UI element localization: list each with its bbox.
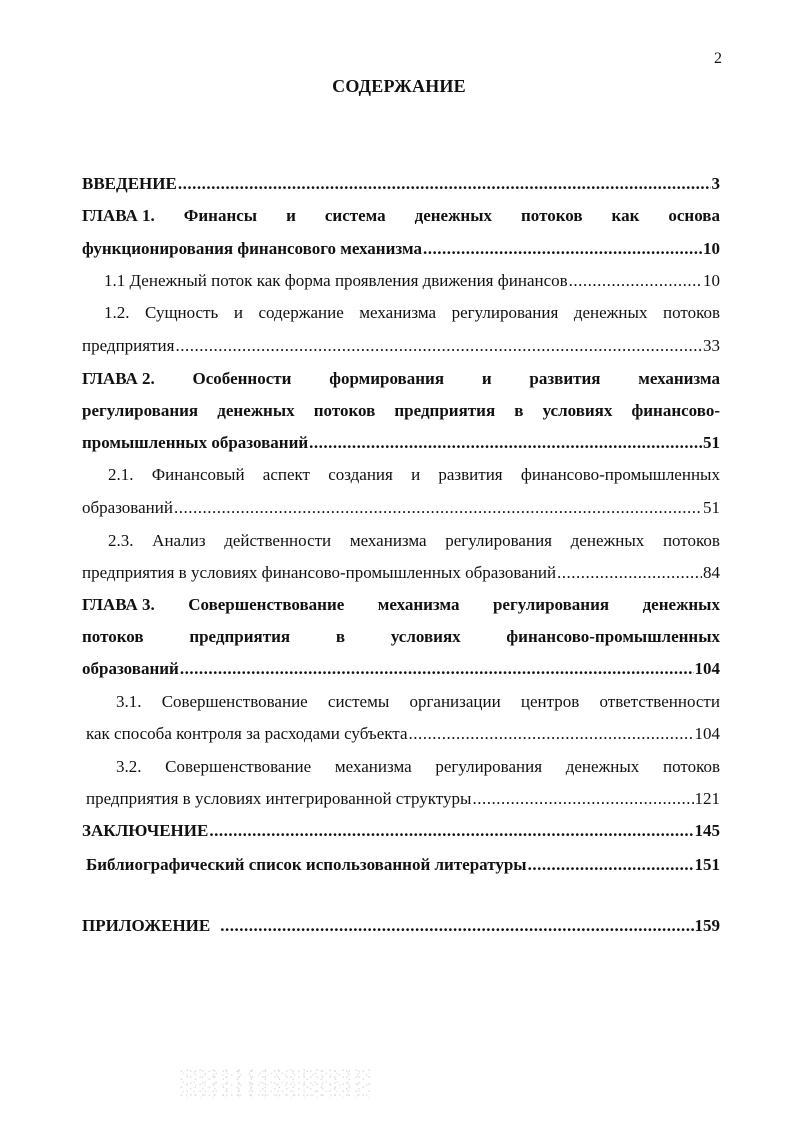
toc-chapter2-line2 xyxy=(82,399,720,423)
word: и xyxy=(286,206,296,225)
toc-chapter1-line2 xyxy=(82,237,720,261)
toc-entry-page: 104 xyxy=(694,659,720,678)
toc-section-2-3-line1 xyxy=(108,529,720,553)
word: ГЛАВА 1. xyxy=(82,206,155,225)
toc-section-2-1-line2 xyxy=(82,496,720,520)
toc-entry-page: 3 xyxy=(711,174,720,193)
dot-leader xyxy=(569,269,702,293)
word: регулирования xyxy=(445,531,552,550)
word: Особенности xyxy=(192,369,292,388)
word: предприятия xyxy=(189,627,291,646)
dot-leader xyxy=(557,561,702,585)
word: содержание xyxy=(258,303,344,322)
page-title: СОДЕРЖАНИЕ xyxy=(332,76,466,96)
toc-section-1-2-line2 xyxy=(82,334,720,358)
word: 3.1. xyxy=(116,692,142,711)
word: 3.2. xyxy=(116,757,142,776)
toc-entry-text: 1.1 Денежный поток как форма проявления движения финансов xyxy=(104,271,568,290)
word: ответственности xyxy=(599,692,720,711)
dot-leader xyxy=(178,172,711,196)
word: Финансовый xyxy=(151,465,245,484)
toc-entry-text: ПРИЛОЖЕНИЕ xyxy=(82,916,211,935)
dot-leader xyxy=(209,819,693,843)
dot-leader xyxy=(175,334,702,358)
toc-entry-text: Библиографический список использованной литературы xyxy=(86,855,527,874)
dot-leader xyxy=(220,914,693,938)
toc-entry-page: 10 xyxy=(703,239,720,258)
word: в xyxy=(335,627,346,646)
word: финансово-промышленных xyxy=(520,465,720,484)
word: регулирования xyxy=(435,757,543,776)
toc-entry-conclusion xyxy=(82,819,720,843)
word: и xyxy=(481,369,492,388)
word: денежных xyxy=(570,531,645,550)
word: регулирования xyxy=(492,595,610,614)
word: потоков xyxy=(662,531,720,550)
toc-section-1-1 xyxy=(104,269,720,293)
word: организации xyxy=(409,692,501,711)
toc-entry-text: предприятия xyxy=(82,336,175,355)
toc-entry-text: предприятия в условиях финансово-промышленных образований xyxy=(82,563,557,582)
toc-entry-page: 104 xyxy=(694,724,720,743)
word: потоков xyxy=(313,401,376,420)
scan-noise xyxy=(180,1068,370,1098)
toc-entry-page: 151 xyxy=(694,855,720,874)
word: условиях xyxy=(542,401,613,420)
word: механизма xyxy=(349,531,427,550)
dot-leader xyxy=(528,853,694,877)
toc-chapter3-line1 xyxy=(82,593,720,617)
toc-entry-page: 51 xyxy=(703,433,720,452)
toc-chapter3-line3 xyxy=(82,657,720,681)
toc-chapter2-line3 xyxy=(82,431,720,455)
word: 2.1. xyxy=(108,465,134,484)
word: формирования xyxy=(329,369,445,388)
toc-chapter2-line1 xyxy=(82,367,720,391)
toc-chapter3-line2 xyxy=(82,625,720,649)
toc-section-1-2-line1 xyxy=(104,301,720,325)
word: Совершенствование xyxy=(161,692,308,711)
word: потоков xyxy=(521,206,583,225)
word: Анализ xyxy=(152,531,206,550)
dot-leader xyxy=(309,431,702,455)
word: и xyxy=(411,465,421,484)
word: предприятия xyxy=(394,401,496,420)
word: денежных xyxy=(217,401,295,420)
toc-entry-text: как способа контроля за расходами субъекта xyxy=(86,724,408,743)
word: основа xyxy=(668,206,720,225)
toc-entry-text: образований xyxy=(82,498,173,517)
toc-entry-page: 145 xyxy=(694,821,720,840)
word: денежных xyxy=(642,595,720,614)
word: системы xyxy=(327,692,390,711)
word: регулирования xyxy=(82,401,199,420)
dot-leader xyxy=(409,722,694,746)
word: 1.2. xyxy=(104,303,130,322)
dot-leader xyxy=(174,496,702,520)
word: система xyxy=(324,206,386,225)
toc-entry-text: функционирования финансового механизма xyxy=(82,239,422,258)
toc-entry-page: 33 xyxy=(703,336,720,355)
word: Финансы xyxy=(183,206,258,225)
word: ГЛАВА 3. xyxy=(82,595,155,614)
word: Сущность xyxy=(145,303,219,322)
toc-entry-page: 10 xyxy=(703,271,720,290)
word: как xyxy=(611,206,640,225)
toc-chapter1-line1 xyxy=(82,204,720,228)
word: механизма xyxy=(334,757,412,776)
toc-section-3-2-line1 xyxy=(116,755,720,779)
toc-entry-text: ВВЕДЕНИЕ xyxy=(82,174,177,193)
word: финансово-промышленных xyxy=(506,627,720,646)
word: денежных xyxy=(414,206,492,225)
toc-entry-text: промышленных образований xyxy=(82,433,309,452)
word: денежных xyxy=(565,757,640,776)
toc-entry-bibliography xyxy=(86,853,720,877)
toc-section-3-1-line1 xyxy=(116,690,720,714)
page-number: 2 xyxy=(714,50,722,67)
word: развития xyxy=(438,465,503,484)
toc-entry-page: 51 xyxy=(703,498,720,517)
toc-entry-text: образований xyxy=(82,659,179,678)
word: потоков xyxy=(662,757,720,776)
word: потоков xyxy=(662,303,720,322)
toc-entry-page: 159 xyxy=(694,916,720,935)
toc-section-3-1-line2 xyxy=(86,722,720,746)
word: аспект xyxy=(262,465,310,484)
toc-entry-page: 84 xyxy=(703,563,720,582)
word: центров xyxy=(520,692,580,711)
word: и xyxy=(233,303,243,322)
toc-entry-appendix xyxy=(82,914,720,938)
word: регулирования xyxy=(451,303,559,322)
dot-leader xyxy=(180,657,694,681)
word: создания xyxy=(328,465,393,484)
toc-section-3-2-line2 xyxy=(86,787,720,811)
word: механизма xyxy=(638,369,720,388)
toc-entry-intro xyxy=(82,172,720,196)
word: развития xyxy=(529,369,601,388)
word: 2.3. xyxy=(108,531,134,550)
toc-section-2-1-line1 xyxy=(108,463,720,487)
word: действенности xyxy=(224,531,332,550)
word: в xyxy=(514,401,524,420)
word: Совершенствование xyxy=(188,595,345,614)
word: механизма xyxy=(377,595,460,614)
toc-entry-text: ЗАКЛЮЧЕНИЕ xyxy=(82,821,209,840)
word: условиях xyxy=(390,627,461,646)
dot-leader xyxy=(472,787,693,811)
word: потоков xyxy=(82,627,144,646)
word: ГЛАВА 2. xyxy=(82,369,155,388)
word: Совершенствование xyxy=(165,757,312,776)
toc-entry-page: 121 xyxy=(694,789,720,808)
word: механизма xyxy=(359,303,437,322)
toc-entry-text: предприятия в условиях интегрированной структуры xyxy=(86,789,472,808)
word: финансово- xyxy=(631,401,720,420)
dot-leader xyxy=(423,237,702,261)
toc-section-2-3-line2 xyxy=(82,561,720,585)
word: денежных xyxy=(573,303,648,322)
